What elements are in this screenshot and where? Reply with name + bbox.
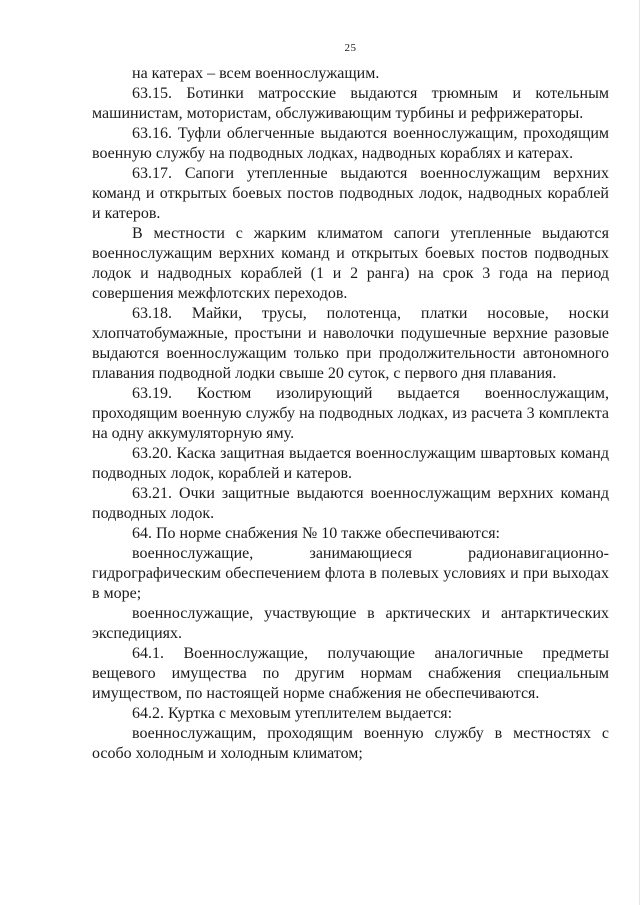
paragraph-63-19: 63.19. Костюм изолирующий выдается военнослужащим, проходящим военную службу на подводных лодках, из расчета 3 комплекта на одну аккумуляторную яму. (92, 385, 609, 442)
paragraph-hot-climate: В местности с жарким климатом сапоги утепленные выдаются военнослужащим верхних команд и открытых боевых постов подводных лодок и надводных кораблей (1 и 2 ранга) на срок 3 года на период совершения межфлотских переходов. (92, 225, 609, 302)
paragraph-63-17: 63.17. Сапоги утепленные выдаются военнослужащим верхних команд и открытых боевых постов подводных лодок, надводных кораблей и катеров. (92, 165, 609, 222)
paragraph-64-item-hydrographic: военнослужащие, занимающиеся радионавигационно-гидрографическим обеспечением флота в полевых условиях и при выходах в море; (92, 545, 609, 602)
paragraph-continuation: на катерах – всем военнослужащим. (132, 65, 380, 82)
paragraph-64-1: 64.1. Военнослужащие, получающие аналогичные предметы вещевого имущества по другим нормам снабжения специальным имуществом, по настоящей норме снабжения не обеспечиваются. (92, 645, 609, 702)
paragraph-64-item-expeditions: военнослужащие, участвующие в арктических и антарктических экспедициях. (92, 605, 609, 642)
paragraph-63-15: 63.15. Ботинки матросские выдаются трюмным и котельным машинистам, мотористам, обслуживающим турбины и рефрижераторы. (92, 85, 609, 122)
paragraph-63-21: 63.21. Очки защитные выдаются военнослужащим верхних команд подводных лодок. (92, 485, 609, 522)
paragraph-63-18: 63.18. Майки, трусы, полотенца, платки носовые, носки хлопчатобумажные, простыни и наволочки подушечные верхние разовые выдаются военнослужащим только при продолжительности автономного плавания подводной лодки свыше 20 суток, с первого дня плавания. (92, 305, 609, 382)
paragraph-64-2-item-cold: военнослужащим, проходящим военную службу в местностях с особо холодным и холодным климатом; (92, 725, 609, 762)
paragraph-63-20: 63.20. Каска защитная выдается военнослужащим швартовых команд подводных лодок, кораблей и катеров. (92, 445, 609, 482)
paragraph-64-2: 64.2. Куртка с меховым утеплителем выдается: (132, 705, 453, 722)
paragraph-63-16: 63.16. Туфли облегченные выдаются военнослужащим, проходящим военную службу на подводных лодках, надводных кораблях и катерах. (92, 125, 609, 162)
document-body (92, 64, 609, 764)
page-number: 25 (344, 42, 357, 54)
paragraph-64: 64. По норме снабжения № 10 также обеспечиваются: (132, 525, 500, 542)
